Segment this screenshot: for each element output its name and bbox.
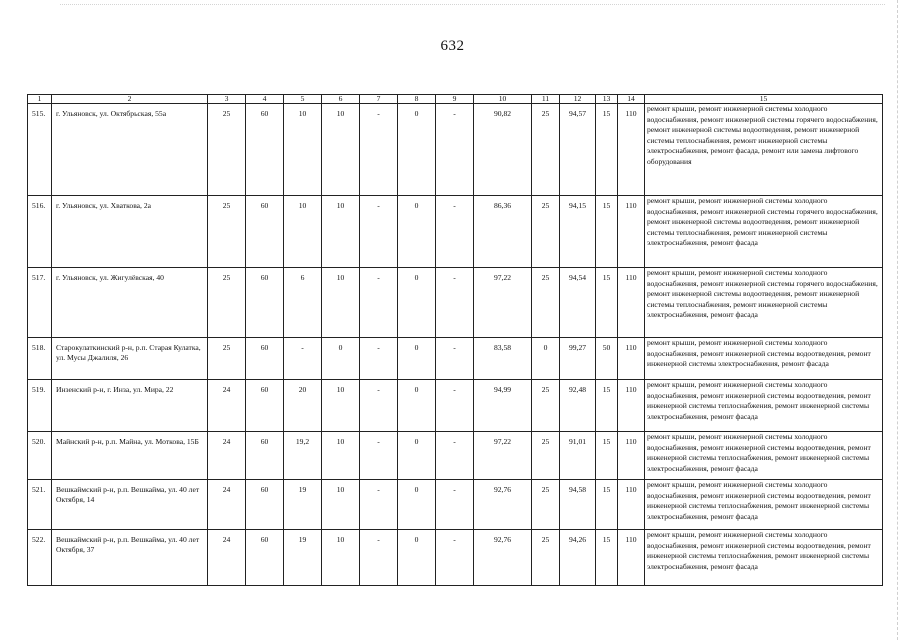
value-cell-c8: 0 bbox=[398, 268, 436, 338]
value-cell-c10: 92,76 bbox=[474, 530, 532, 586]
value-cell-c10: 90,82 bbox=[474, 104, 532, 196]
value-cell-c12: 94,54 bbox=[560, 268, 596, 338]
table-row bbox=[28, 432, 883, 480]
works-list-cell: ремонт крыши, ремонт инженерной системы холодного водоснабжения, ремонт инженерной системы водоотведения, ремонт инженерной системы теплоснабжения, ремонт инженерной системы электроснабжения, ремонт фасада bbox=[645, 432, 883, 480]
value-cell-c3: 25 bbox=[208, 268, 246, 338]
address-cell: г. Ульяновск, ул. Хваткова, 2а bbox=[52, 196, 208, 268]
address-cell: Инзенский р-н, г. Инза, ул. Мира, 22 bbox=[52, 380, 208, 432]
column-header-13: 13 bbox=[596, 95, 618, 104]
value-cell-c11: 25 bbox=[532, 196, 560, 268]
column-header-10: 10 bbox=[474, 95, 532, 104]
value-cell-c14: 110 bbox=[618, 432, 645, 480]
value-cell-c10: 94,99 bbox=[474, 380, 532, 432]
value-cell-c5: 20 bbox=[284, 380, 322, 432]
row-number-cell: 518. bbox=[28, 338, 52, 380]
value-cell-c12: 91,01 bbox=[560, 432, 596, 480]
address-cell: Вешкаймский р-н, р.п. Вешкайма, ул. 40 лет Октября, 37 bbox=[52, 530, 208, 586]
value-cell-c12: 99,27 bbox=[560, 338, 596, 380]
value-cell-c14: 110 bbox=[618, 480, 645, 530]
value-cell-c4: 60 bbox=[246, 530, 284, 586]
value-cell-c4: 60 bbox=[246, 268, 284, 338]
table-row bbox=[28, 380, 883, 432]
value-cell-c9: - bbox=[436, 268, 474, 338]
works-list-cell: ремонт крыши, ремонт инженерной системы холодного водоснабжения, ремонт инженерной системы водоотведения, ремонт инженерной системы теплоснабжения, ремонт инженерной системы электроснабжения, ремонт фасада bbox=[645, 380, 883, 432]
works-list-cell: ремонт крыши, ремонт инженерной системы холодного водоснабжения, ремонт инженерной системы горячего водоснабжения, ремонт инженерной системы водоотведения, ремонт инженерной системы теплоснабжения, ремонт инженерной системы электроснабжения, ремонт фасада bbox=[645, 268, 883, 338]
value-cell-c14: 110 bbox=[618, 380, 645, 432]
address-cell: г. Ульяновск, ул. Октябрьская, 55а bbox=[52, 104, 208, 196]
value-cell-c7: - bbox=[360, 196, 398, 268]
value-cell-c8: 0 bbox=[398, 432, 436, 480]
column-header-2: 2 bbox=[52, 95, 208, 104]
value-cell-c8: 0 bbox=[398, 104, 436, 196]
value-cell-c6: 10 bbox=[322, 268, 360, 338]
document-table-container bbox=[27, 94, 882, 586]
value-cell-c13: 50 bbox=[596, 338, 618, 380]
value-cell-c13: 15 bbox=[596, 530, 618, 586]
value-cell-c10: 97,22 bbox=[474, 432, 532, 480]
column-header-6: 6 bbox=[322, 95, 360, 104]
value-cell-c13: 15 bbox=[596, 380, 618, 432]
value-cell-c3: 24 bbox=[208, 432, 246, 480]
row-number-cell: 516. bbox=[28, 196, 52, 268]
value-cell-c3: 25 bbox=[208, 104, 246, 196]
value-cell-c12: 94,15 bbox=[560, 196, 596, 268]
value-cell-c6: 10 bbox=[322, 104, 360, 196]
address-cell: Вешкаймский р-н, р.п. Вешкайма, ул. 40 лет Октября, 14 bbox=[52, 480, 208, 530]
row-number-cell: 522. bbox=[28, 530, 52, 586]
value-cell-c10: 92,76 bbox=[474, 480, 532, 530]
column-header-12: 12 bbox=[560, 95, 596, 104]
page-number: 632 bbox=[440, 38, 465, 54]
value-cell-c11: 25 bbox=[532, 480, 560, 530]
table-row bbox=[28, 530, 883, 586]
value-cell-c7: - bbox=[360, 268, 398, 338]
value-cell-c14: 110 bbox=[618, 268, 645, 338]
value-cell-c8: 0 bbox=[398, 380, 436, 432]
value-cell-c6: 10 bbox=[322, 480, 360, 530]
value-cell-c14: 110 bbox=[618, 196, 645, 268]
column-header-3: 3 bbox=[208, 95, 246, 104]
value-cell-c6: 0 bbox=[322, 338, 360, 380]
table-row bbox=[28, 104, 883, 196]
value-cell-c3: 25 bbox=[208, 196, 246, 268]
value-cell-c13: 15 bbox=[596, 268, 618, 338]
value-cell-c3: 24 bbox=[208, 480, 246, 530]
value-cell-c9: - bbox=[436, 432, 474, 480]
value-cell-c8: 0 bbox=[398, 338, 436, 380]
row-number-cell: 521. bbox=[28, 480, 52, 530]
row-number-cell: 515. bbox=[28, 104, 52, 196]
value-cell-c9: - bbox=[436, 380, 474, 432]
value-cell-c14: 110 bbox=[618, 338, 645, 380]
scan-edge-right bbox=[896, 0, 898, 640]
value-cell-c11: 0 bbox=[532, 338, 560, 380]
value-cell-c5: 6 bbox=[284, 268, 322, 338]
value-cell-c11: 25 bbox=[532, 104, 560, 196]
repair-schedule-table bbox=[27, 94, 883, 586]
works-list-cell: ремонт крыши, ремонт инженерной системы холодного водоснабжения, ремонт инженерной системы горячего водоснабжения, ремонт инженерной системы водоотведения, ремонт инженерной системы теплоснабжения, ремонт инженерной системы электроснабжения, ремонт фасада, ремонт или замена лифтового оборудования bbox=[645, 104, 883, 196]
value-cell-c12: 94,26 bbox=[560, 530, 596, 586]
address-cell: Старокулаткинский р-н, р.п. Старая Кулатка, ул. Мусы Джалиля, 26 bbox=[52, 338, 208, 380]
value-cell-c10: 83,58 bbox=[474, 338, 532, 380]
value-cell-c6: 10 bbox=[322, 432, 360, 480]
column-header-8: 8 bbox=[398, 95, 436, 104]
value-cell-c14: 110 bbox=[618, 104, 645, 196]
value-cell-c5: 19 bbox=[284, 530, 322, 586]
value-cell-c13: 15 bbox=[596, 432, 618, 480]
value-cell-c12: 94,57 bbox=[560, 104, 596, 196]
value-cell-c10: 86,36 bbox=[474, 196, 532, 268]
value-cell-c3: 24 bbox=[208, 530, 246, 586]
value-cell-c3: 24 bbox=[208, 380, 246, 432]
value-cell-c4: 60 bbox=[246, 196, 284, 268]
value-cell-c5: 10 bbox=[284, 104, 322, 196]
address-cell: Майнский р-н, р.п. Майна, ул. Моткова, 15Б bbox=[52, 432, 208, 480]
table-body bbox=[28, 104, 883, 586]
works-list-cell: ремонт крыши, ремонт инженерной системы холодного водоснабжения, ремонт инженерной системы водоотведения, ремонт инженерной системы теплоснабжения, ремонт инженерной системы электроснабжения, ремонт фасада bbox=[645, 480, 883, 530]
row-number-cell: 520. bbox=[28, 432, 52, 480]
value-cell-c5: 19,2 bbox=[284, 432, 322, 480]
column-header-14: 14 bbox=[618, 95, 645, 104]
column-header-9: 9 bbox=[436, 95, 474, 104]
value-cell-c13: 15 bbox=[596, 104, 618, 196]
value-cell-c12: 94,58 bbox=[560, 480, 596, 530]
value-cell-c9: - bbox=[436, 338, 474, 380]
value-cell-c9: - bbox=[436, 104, 474, 196]
table-row bbox=[28, 196, 883, 268]
row-number-cell: 519. bbox=[28, 380, 52, 432]
value-cell-c11: 25 bbox=[532, 432, 560, 480]
row-number-cell: 517. bbox=[28, 268, 52, 338]
column-number-row bbox=[28, 95, 883, 104]
value-cell-c5: 10 bbox=[284, 196, 322, 268]
column-header-4: 4 bbox=[246, 95, 284, 104]
value-cell-c5: - bbox=[284, 338, 322, 380]
value-cell-c6: 10 bbox=[322, 530, 360, 586]
value-cell-c9: - bbox=[436, 196, 474, 268]
works-list-cell: ремонт крыши, ремонт инженерной системы холодного водоснабжения, ремонт инженерной системы водоотведения, ремонт инженерной системы теплоснабжения, ремонт инженерной системы электроснабжения, ремонт фасада bbox=[645, 530, 883, 586]
works-list-cell: ремонт крыши, ремонт инженерной системы холодного водоснабжения, ремонт инженерной системы горячего водоснабжения, ремонт инженерной системы водоотведения, ремонт инженерной системы теплоснабжения, ремонт инженерной системы электроснабжения, ремонт фасада bbox=[645, 196, 883, 268]
value-cell-c7: - bbox=[360, 432, 398, 480]
value-cell-c10: 97,22 bbox=[474, 268, 532, 338]
value-cell-c6: 10 bbox=[322, 196, 360, 268]
value-cell-c7: - bbox=[360, 380, 398, 432]
column-header-11: 11 bbox=[532, 95, 560, 104]
value-cell-c8: 0 bbox=[398, 530, 436, 586]
works-list-cell: ремонт крыши, ремонт инженерной системы холодного водоснабжения, ремонт инженерной системы водоотведения, ремонт инженерной системы электроснабжения, ремонт фасада bbox=[645, 338, 883, 380]
value-cell-c14: 110 bbox=[618, 530, 645, 586]
column-header-1: 1 bbox=[28, 95, 52, 104]
value-cell-c8: 0 bbox=[398, 196, 436, 268]
value-cell-c13: 15 bbox=[596, 480, 618, 530]
value-cell-c5: 19 bbox=[284, 480, 322, 530]
value-cell-c8: 0 bbox=[398, 480, 436, 530]
address-cell: г. Ульяновск, ул. Жигулёвская, 40 bbox=[52, 268, 208, 338]
column-header-5: 5 bbox=[284, 95, 322, 104]
value-cell-c7: - bbox=[360, 104, 398, 196]
value-cell-c9: - bbox=[436, 480, 474, 530]
value-cell-c7: - bbox=[360, 338, 398, 380]
scan-edge-top bbox=[60, 4, 885, 6]
value-cell-c11: 25 bbox=[532, 380, 560, 432]
value-cell-c13: 15 bbox=[596, 196, 618, 268]
table-row bbox=[28, 338, 883, 380]
column-header-7: 7 bbox=[360, 95, 398, 104]
value-cell-c6: 10 bbox=[322, 380, 360, 432]
value-cell-c3: 25 bbox=[208, 338, 246, 380]
value-cell-c4: 60 bbox=[246, 432, 284, 480]
value-cell-c11: 25 bbox=[532, 268, 560, 338]
value-cell-c7: - bbox=[360, 480, 398, 530]
value-cell-c12: 92,48 bbox=[560, 380, 596, 432]
column-header-15: 15 bbox=[645, 95, 883, 104]
value-cell-c11: 25 bbox=[532, 530, 560, 586]
value-cell-c7: - bbox=[360, 530, 398, 586]
table-row bbox=[28, 480, 883, 530]
value-cell-c4: 60 bbox=[246, 338, 284, 380]
table-row bbox=[28, 268, 883, 338]
value-cell-c4: 60 bbox=[246, 380, 284, 432]
value-cell-c4: 60 bbox=[246, 104, 284, 196]
value-cell-c4: 60 bbox=[246, 480, 284, 530]
value-cell-c9: - bbox=[436, 530, 474, 586]
